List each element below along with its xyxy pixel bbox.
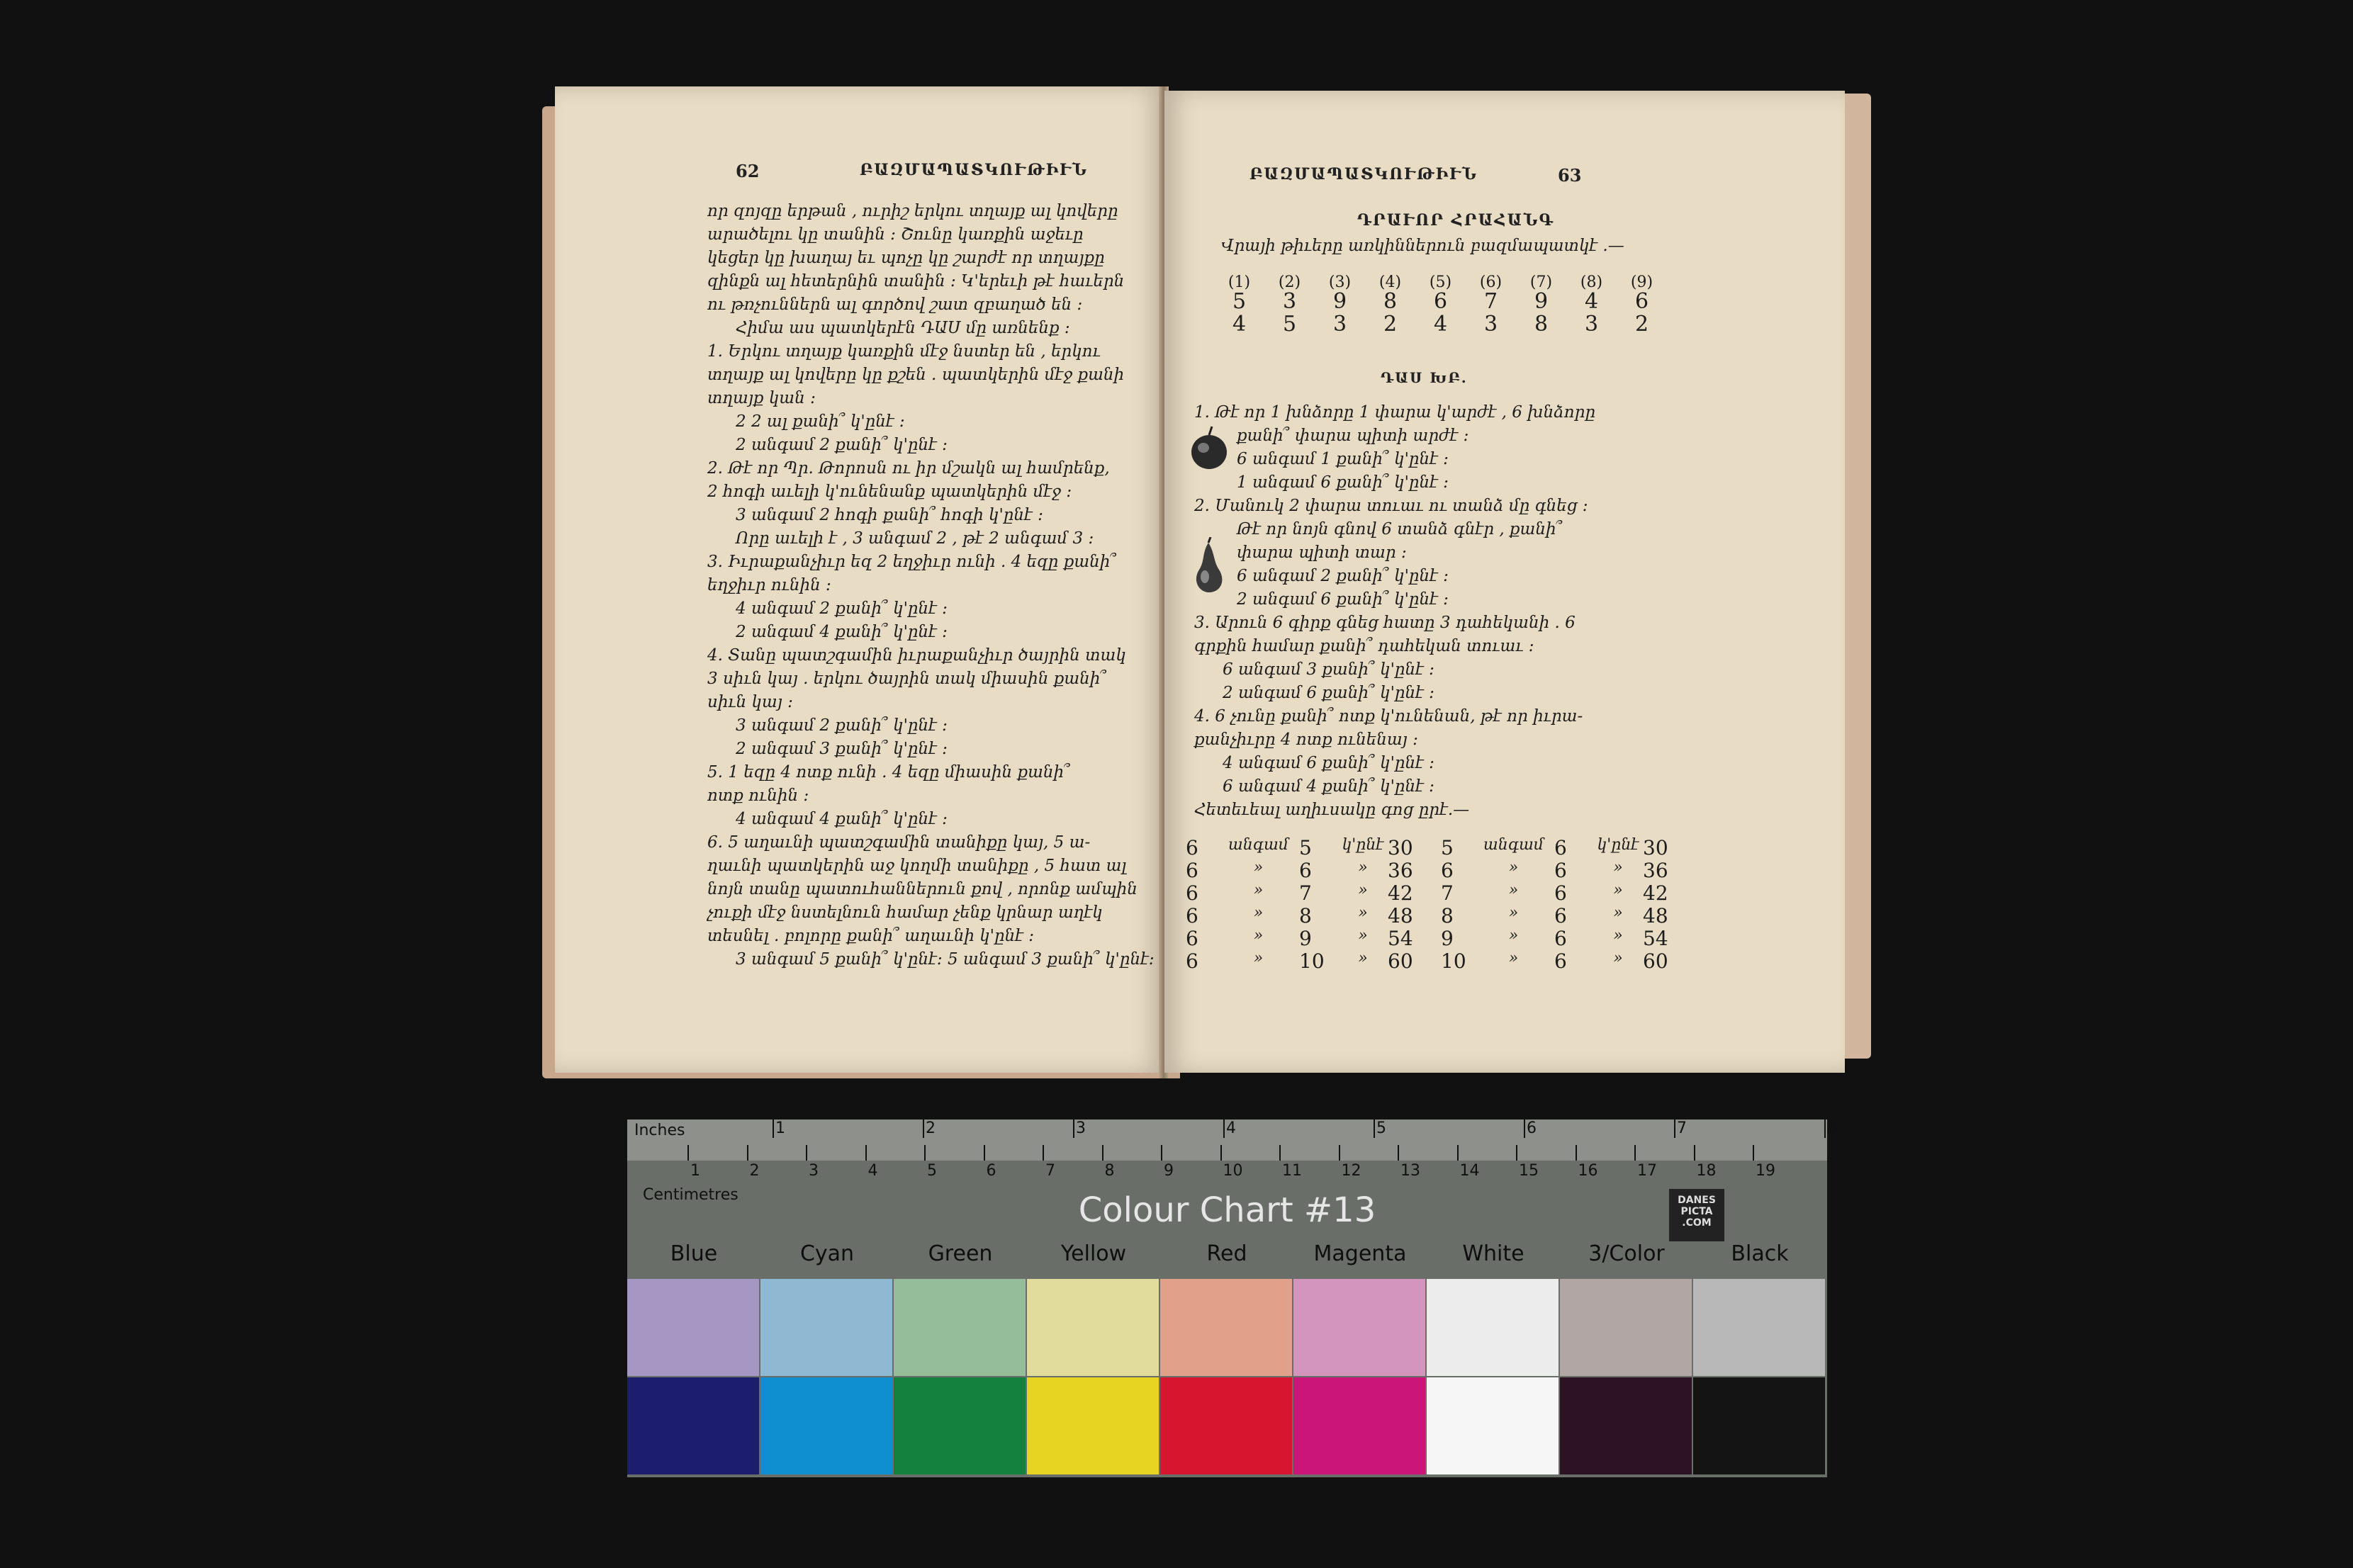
exercise-value: 5 xyxy=(1232,289,1247,314)
exercise-value: 7 xyxy=(1483,289,1498,314)
text-line: չուքի մէջ նստելնուն համար չենք կրնար աղէկ xyxy=(707,903,1103,922)
lesson-title: ԴԱՍ ԽԲ. xyxy=(1381,369,1468,386)
swatch-bottom xyxy=(760,1377,892,1474)
table-cell: » xyxy=(1613,859,1623,876)
cm-tick xyxy=(1457,1145,1459,1161)
danes-picta-logo: DANES PICTA .COM xyxy=(1669,1189,1724,1241)
table-row xyxy=(1441,904,1685,927)
table-cell: » xyxy=(1613,904,1623,922)
exercise-value: (5) xyxy=(1429,273,1452,291)
table-cell: » xyxy=(1508,927,1519,944)
table-cell: » xyxy=(1253,904,1264,922)
swatch-top xyxy=(1027,1279,1159,1376)
table-row xyxy=(1441,881,1685,904)
inch-tick xyxy=(1674,1119,1675,1138)
text-line: քանի՞ փարա պիտի արժէ ։ xyxy=(1237,427,1469,445)
inch-number: 1 xyxy=(775,1119,785,1137)
running-header: ԲԱԶՄԱՊԱՏԿՈՒԹԻՒՆ xyxy=(860,161,1089,179)
cm-tick xyxy=(1220,1145,1222,1161)
multiplication-table-left xyxy=(1186,836,1430,972)
swatch-label: Yellow xyxy=(1060,1241,1127,1266)
cm-number: 17 xyxy=(1637,1162,1657,1180)
swatch-top xyxy=(894,1279,1026,1376)
exercise-value: (6) xyxy=(1479,273,1503,291)
table-cell: 6 xyxy=(1299,859,1312,882)
colour-chart-card xyxy=(627,1119,1837,1477)
cm-number: 13 xyxy=(1400,1162,1420,1180)
table-cell: » xyxy=(1253,859,1264,876)
swatch-label: White xyxy=(1462,1241,1524,1266)
cm-tick xyxy=(1634,1145,1636,1161)
right-page xyxy=(1164,91,1845,1073)
text-line: Որը աւելի է , 3 անգամ 2 , թէ 2 անգամ 3 ։ xyxy=(736,529,1094,548)
swatch-bottom xyxy=(1293,1377,1425,1474)
text-line: ղաւնի պատկերին աջ կողմի տանիքը , 5 հատ ալ xyxy=(707,857,1127,875)
swatch-label: Green xyxy=(928,1241,993,1266)
exercise-value: 8 xyxy=(1383,289,1398,314)
text-line: 2 անգամ 2 քանի՞ կ'ընէ ։ xyxy=(736,436,948,454)
table-cell: 8 xyxy=(1441,904,1454,927)
text-line: 2 հոգի աւելի կ'ունենանք պատկերին մէջ ։ xyxy=(707,483,1072,501)
exercise-value: 3 xyxy=(1332,312,1347,337)
cm-tick xyxy=(1516,1145,1517,1161)
inch-number: 7 xyxy=(1677,1119,1687,1137)
swatch-top xyxy=(1160,1279,1292,1376)
text-line: գրքին համար քանի՞ դահեկան տուաւ ։ xyxy=(1194,637,1534,655)
table-cell: 60 xyxy=(1643,949,1668,973)
inch-tick xyxy=(1374,1119,1375,1138)
exercise-value: 2 xyxy=(1383,312,1398,337)
table-row xyxy=(1186,859,1430,881)
table-cell: » xyxy=(1613,881,1623,899)
exercise-value: 3 xyxy=(1483,312,1498,337)
cm-number: 1 xyxy=(690,1162,700,1180)
cm-number: 16 xyxy=(1578,1162,1598,1180)
exercise-value: (4) xyxy=(1378,273,1402,291)
cm-number: 3 xyxy=(809,1162,819,1180)
exercise-instruction: Վրայի թիւերը առկիններուն բազմապատկէ .— xyxy=(1221,237,1624,255)
exercise-value: 5 xyxy=(1282,312,1297,337)
text-line: 3 սիւն կայ . երկու ծայրին տակ միասին քանի՞ xyxy=(707,670,1107,688)
table-cell: 6 xyxy=(1186,836,1198,859)
text-line: 2 անգամ 4 քանի՞ կ'ընէ ։ xyxy=(736,623,948,641)
exercise-top-row xyxy=(1214,289,1667,314)
text-line: եղջիւր ունին ։ xyxy=(707,576,831,594)
cm-number: 15 xyxy=(1519,1162,1539,1180)
text-line: 2 անգամ 6 քանի՞ կ'ընէ ։ xyxy=(1237,590,1449,609)
text-line: 5. 1 եզը 4 ոտք ունի . 4 եզը միասին քանի՞ xyxy=(707,763,1071,782)
cm-number: 2 xyxy=(749,1162,760,1180)
left-page xyxy=(555,86,1164,1073)
text-line: 1. Երկու տղայք կառքին մէջ նստեր են , երկու xyxy=(707,342,1101,361)
text-line: որ զոյզը երթան , ուրիշ երկու տղայք ալ կովերը xyxy=(707,202,1118,220)
table-row xyxy=(1441,859,1685,881)
table-cell: » xyxy=(1613,949,1623,967)
table-cell: » xyxy=(1253,881,1264,899)
table-cell: 6 xyxy=(1554,881,1567,905)
swatch-bottom xyxy=(1160,1377,1292,1474)
swatch-label: Black xyxy=(1731,1241,1789,1266)
table-row xyxy=(1186,881,1430,904)
text-line: 2. Մանուկ 2 փարա տուաւ ու տանձ մը գնեց ։ xyxy=(1194,497,1588,515)
table-cell: 30 xyxy=(1388,836,1413,859)
text-line: զինքն ալ հետերնին տանին ։ Կ'երեւի թէ հաւերն xyxy=(707,272,1125,291)
table-cell: » xyxy=(1358,859,1368,876)
table-cell: կ'ընէ xyxy=(1342,836,1384,854)
left-body-text xyxy=(707,200,1155,971)
table-row xyxy=(1186,836,1430,859)
exercise-value: 4 xyxy=(1232,312,1247,337)
inch-number: 3 xyxy=(1076,1119,1086,1137)
centimetres-label: Centimetres xyxy=(643,1186,739,1204)
cm-number: 19 xyxy=(1756,1162,1775,1180)
inch-tick xyxy=(923,1119,924,1138)
swatch-label: Red xyxy=(1206,1241,1247,1266)
page-edges-right xyxy=(1843,94,1871,1059)
table-cell: 48 xyxy=(1388,904,1413,927)
table-cell: 6 xyxy=(1554,927,1567,950)
table-cell: » xyxy=(1358,949,1368,967)
page-number: 62 xyxy=(736,161,760,181)
exercise-value: (2) xyxy=(1278,273,1301,291)
table-cell: 8 xyxy=(1299,904,1312,927)
cm-number: 7 xyxy=(1045,1162,1055,1180)
table-cell: 7 xyxy=(1299,881,1312,905)
table-cell: 6 xyxy=(1554,859,1567,882)
text-line: ու թռչուններն ալ գործով շատ զբաղած են ։ xyxy=(707,295,1083,314)
apple-icon xyxy=(1188,424,1230,473)
cm-tick xyxy=(806,1145,807,1161)
text-line: 4 անգամ 6 քանի՞ կ'ընէ ։ xyxy=(1223,754,1434,772)
text-line: 4. 6 չունը քանի՞ ոտք կ'ունենան, թէ որ իւրա- xyxy=(1194,707,1583,726)
table-cell: 5 xyxy=(1299,836,1312,859)
cm-tick xyxy=(924,1145,926,1161)
swatch-top xyxy=(1293,1279,1425,1376)
swatch-bottom xyxy=(1027,1377,1159,1474)
table-cell: 60 xyxy=(1388,949,1413,973)
text-line: 3 անգամ 2 հոգի քանի՞ հոգի կ'ընէ ։ xyxy=(736,506,1043,524)
text-line: քանչիւրը 4 ոտք ունենայ ։ xyxy=(1194,731,1418,749)
cm-tick xyxy=(984,1145,985,1161)
table-cell: » xyxy=(1508,859,1519,876)
table-cell: 42 xyxy=(1643,881,1668,905)
cm-tick xyxy=(1339,1145,1340,1161)
open-book xyxy=(542,86,1871,1078)
text-line: նոյն տանը պատուհաններուն քով , որոնք ամպին xyxy=(707,880,1138,898)
inch-tick xyxy=(1073,1119,1074,1138)
text-line: Հետեւեալ աղիւսակը գոց ըրէ.— xyxy=(1194,801,1470,819)
table-cell: անգամ xyxy=(1228,836,1289,854)
table-cell: » xyxy=(1253,927,1264,944)
table-cell: 6 xyxy=(1554,949,1567,973)
exercise-value: 6 xyxy=(1634,289,1649,314)
text-line: Հիմա աս պատկերէն ԴԱՍ մը առնենք ։ xyxy=(736,319,1070,337)
table-cell: » xyxy=(1358,904,1368,922)
text-line: 1 անգամ 6 քանի՞ կ'ընէ ։ xyxy=(1237,473,1449,492)
exercise-value: 2 xyxy=(1634,312,1649,337)
table-cell: » xyxy=(1613,927,1623,944)
table-cell: 6 xyxy=(1186,859,1198,882)
table-cell: 6 xyxy=(1186,904,1198,927)
table-cell: 48 xyxy=(1643,904,1668,927)
swatch-top xyxy=(1560,1279,1692,1376)
swatch-label: Cyan xyxy=(799,1241,855,1266)
text-line: 4 անգամ 2 քանի՞ կ'ընէ ։ xyxy=(736,599,948,618)
cm-tick xyxy=(1694,1145,1695,1161)
cm-tick xyxy=(1576,1145,1577,1161)
table-row xyxy=(1186,904,1430,927)
inch-number: 8 xyxy=(1827,1119,1837,1137)
table-cell: 6 xyxy=(1441,859,1454,882)
table-cell: 30 xyxy=(1643,836,1668,859)
inch-tick xyxy=(1524,1119,1525,1138)
inch-number: 4 xyxy=(1226,1119,1236,1137)
text-line: տղայք ալ կովերը կը քշեն . պատկերին մէջ քանի xyxy=(707,366,1125,384)
exercise-bottom-row xyxy=(1214,312,1667,337)
ruler xyxy=(627,1119,1837,1180)
swatch-bottom xyxy=(627,1377,759,1474)
running-header: ԲԱԶՄԱՊԱՏԿՈՒԹԻՒՆ xyxy=(1249,165,1478,184)
section-subtitle: ԴՐԱՒՈՐ ՀՐԱՀԱՆԳ xyxy=(1357,211,1555,230)
inch-tick xyxy=(1223,1119,1225,1138)
table-cell: » xyxy=(1358,927,1368,944)
cm-number: 9 xyxy=(1164,1162,1174,1180)
cm-number: 4 xyxy=(867,1162,878,1180)
swatch-label: Magenta xyxy=(1313,1241,1407,1266)
exercise-value: 6 xyxy=(1433,289,1448,314)
table-cell: » xyxy=(1253,949,1264,967)
text-line: 2. Թէ որ Պր. Թորոսն ու իր մշակն ալ համրենք, xyxy=(707,459,1110,478)
table-row xyxy=(1186,927,1430,949)
table-row xyxy=(1441,927,1685,949)
inches-label: Inches xyxy=(634,1122,685,1139)
text-line: արածելու կը տանին ։ Շունը կառքին աջեւը xyxy=(707,225,1084,244)
swatch-top xyxy=(1693,1279,1825,1376)
table-row xyxy=(1441,836,1685,859)
swatch-label: Blue xyxy=(670,1241,718,1266)
cm-number: 5 xyxy=(927,1162,937,1180)
table-cell: » xyxy=(1508,949,1519,967)
text-line: տեսնել . բոլորը քանի՞ աղաւնի կ'ընէ ։ xyxy=(707,927,1035,945)
cm-tick xyxy=(1043,1145,1044,1161)
cm-tick xyxy=(1161,1145,1162,1161)
exercise-value: (7) xyxy=(1529,273,1553,291)
cm-tick xyxy=(747,1145,748,1161)
table-cell: 10 xyxy=(1299,949,1325,973)
inch-number: 2 xyxy=(926,1119,936,1137)
swatch-bottom xyxy=(1427,1377,1559,1474)
exercise-value: (3) xyxy=(1328,273,1352,291)
swatch-label: 3/Color xyxy=(1588,1241,1665,1266)
text-line: 3. Իւրաքանչիւր եզ 2 եղջիւր ունի . 4 եզը քանի՞ xyxy=(707,553,1117,571)
swatch-top xyxy=(627,1279,759,1376)
multiplication-table-right xyxy=(1441,836,1685,972)
cm-tick xyxy=(1398,1145,1399,1161)
table-cell: 54 xyxy=(1388,927,1413,950)
text-line: 2 անգամ 6 քանի՞ կ'ընէ ։ xyxy=(1223,684,1434,702)
swatch-bottom xyxy=(1693,1377,1825,1474)
inch-number: 5 xyxy=(1376,1119,1386,1137)
exercise-value: (1) xyxy=(1228,273,1251,291)
right-body-text xyxy=(1194,401,1595,822)
text-line: 4. Տանը պատշգամին իւրաքանչիւր ծայրին տակ xyxy=(707,646,1126,665)
text-line: փարա պիտի տար ։ xyxy=(1237,543,1407,562)
exercise-value: 4 xyxy=(1584,289,1599,314)
page-number: 63 xyxy=(1558,165,1582,186)
table-cell: 5 xyxy=(1441,836,1454,859)
table-cell: 36 xyxy=(1643,859,1668,882)
text-line: Թէ որ նոյն գնով 6 տանձ գնէր , քանի՞ xyxy=(1237,520,1563,538)
text-line: 1. Թէ որ 1 խնձորը 1 փարա կ'արժէ , 6 խնձորը xyxy=(1194,403,1596,422)
text-line: սիւն կայ ։ xyxy=(707,693,793,711)
text-line: 3 անգամ 2 քանի՞ կ'ընէ ։ xyxy=(736,716,948,735)
table-cell: կ'ընէ xyxy=(1597,836,1639,854)
table-cell: 10 xyxy=(1441,949,1466,973)
exercise-value: 9 xyxy=(1534,289,1549,314)
text-line: կեցեր կը խաղայ եւ պոչը կը շարժէ որ տղայքը xyxy=(707,249,1105,267)
cm-tick xyxy=(1753,1145,1754,1161)
table-row xyxy=(1441,949,1685,972)
table-cell: 6 xyxy=(1186,881,1198,905)
table-cell: 9 xyxy=(1441,927,1454,950)
cm-number: 10 xyxy=(1223,1162,1243,1180)
inch-tick xyxy=(773,1119,774,1138)
exercise-value: 8 xyxy=(1534,312,1549,337)
text-line: 3 անգամ 5 քանի՞ կ'ընէ։ 5 անգամ 3 քանի՞ կ'ընէ։ xyxy=(736,950,1155,969)
cm-number: 11 xyxy=(1282,1162,1302,1180)
text-line: տղայք կան ։ xyxy=(707,389,816,407)
swatch-top xyxy=(760,1279,892,1376)
cm-tick xyxy=(1279,1145,1281,1161)
table-cell: անգամ xyxy=(1483,836,1544,854)
exercise-value: 9 xyxy=(1332,289,1347,314)
table-cell: 36 xyxy=(1388,859,1413,882)
text-line: 6 անգամ 1 քանի՞ կ'ընէ ։ xyxy=(1237,450,1449,468)
text-line: 6 անգամ 2 քանի՞ կ'ընէ ։ xyxy=(1237,567,1449,585)
cm-number: 18 xyxy=(1696,1162,1717,1180)
exercise-value: 4 xyxy=(1433,312,1448,337)
text-line: ոտք ունին ։ xyxy=(707,786,809,805)
colour-chart-title: Colour Chart #13 xyxy=(1078,1190,1376,1230)
swatch-bottom xyxy=(1560,1377,1692,1474)
swatch-top xyxy=(1427,1279,1559,1376)
table-cell: 6 xyxy=(1554,904,1567,927)
table-row xyxy=(1186,949,1430,972)
text-line: 2 անգամ 3 քանի՞ կ'ընէ ։ xyxy=(736,740,948,758)
swatch-bottom xyxy=(894,1377,1026,1474)
table-cell: 7 xyxy=(1441,881,1454,905)
text-line: 3. Արուն 6 գիրք գնեց հատը 3 դահեկանի . 6 xyxy=(1194,614,1576,632)
table-cell: 6 xyxy=(1186,949,1198,973)
text-line: 6. 5 աղաւնի պատշգամին տանիքը կայ, 5 ա- xyxy=(707,833,1091,852)
text-line: 6 անգամ 4 քանի՞ կ'ընէ ։ xyxy=(1223,777,1434,796)
text-line: 4 անգամ 4 քանի՞ կ'ընէ ։ xyxy=(736,810,948,828)
cm-number: 14 xyxy=(1459,1162,1480,1180)
cm-number: 8 xyxy=(1104,1162,1115,1180)
cm-tick xyxy=(865,1145,867,1161)
text-line: 2 2 ալ քանի՞ կ'ընէ ։ xyxy=(736,412,905,431)
inch-tick xyxy=(1824,1119,1826,1138)
text-line: 6 անգամ 3 քանի՞ կ'ընէ ։ xyxy=(1223,660,1434,679)
exercise-value: 3 xyxy=(1282,289,1297,314)
inch-number: 6 xyxy=(1527,1119,1537,1137)
cm-number: 6 xyxy=(986,1162,996,1180)
cm-number: 12 xyxy=(1341,1162,1361,1180)
pear-icon xyxy=(1189,537,1228,594)
exercise-value: (9) xyxy=(1630,273,1653,291)
table-cell: » xyxy=(1508,881,1519,899)
table-cell: 42 xyxy=(1388,881,1413,905)
table-cell: » xyxy=(1358,881,1368,899)
table-cell: 6 xyxy=(1554,836,1567,859)
table-cell: 54 xyxy=(1643,927,1668,950)
table-cell: 9 xyxy=(1299,927,1312,950)
exercise-value: (8) xyxy=(1580,273,1603,291)
table-cell: 6 xyxy=(1186,927,1198,950)
cm-tick xyxy=(687,1145,689,1161)
table-cell: » xyxy=(1508,904,1519,922)
exercise-value: 3 xyxy=(1584,312,1599,337)
cm-tick xyxy=(1102,1145,1104,1161)
